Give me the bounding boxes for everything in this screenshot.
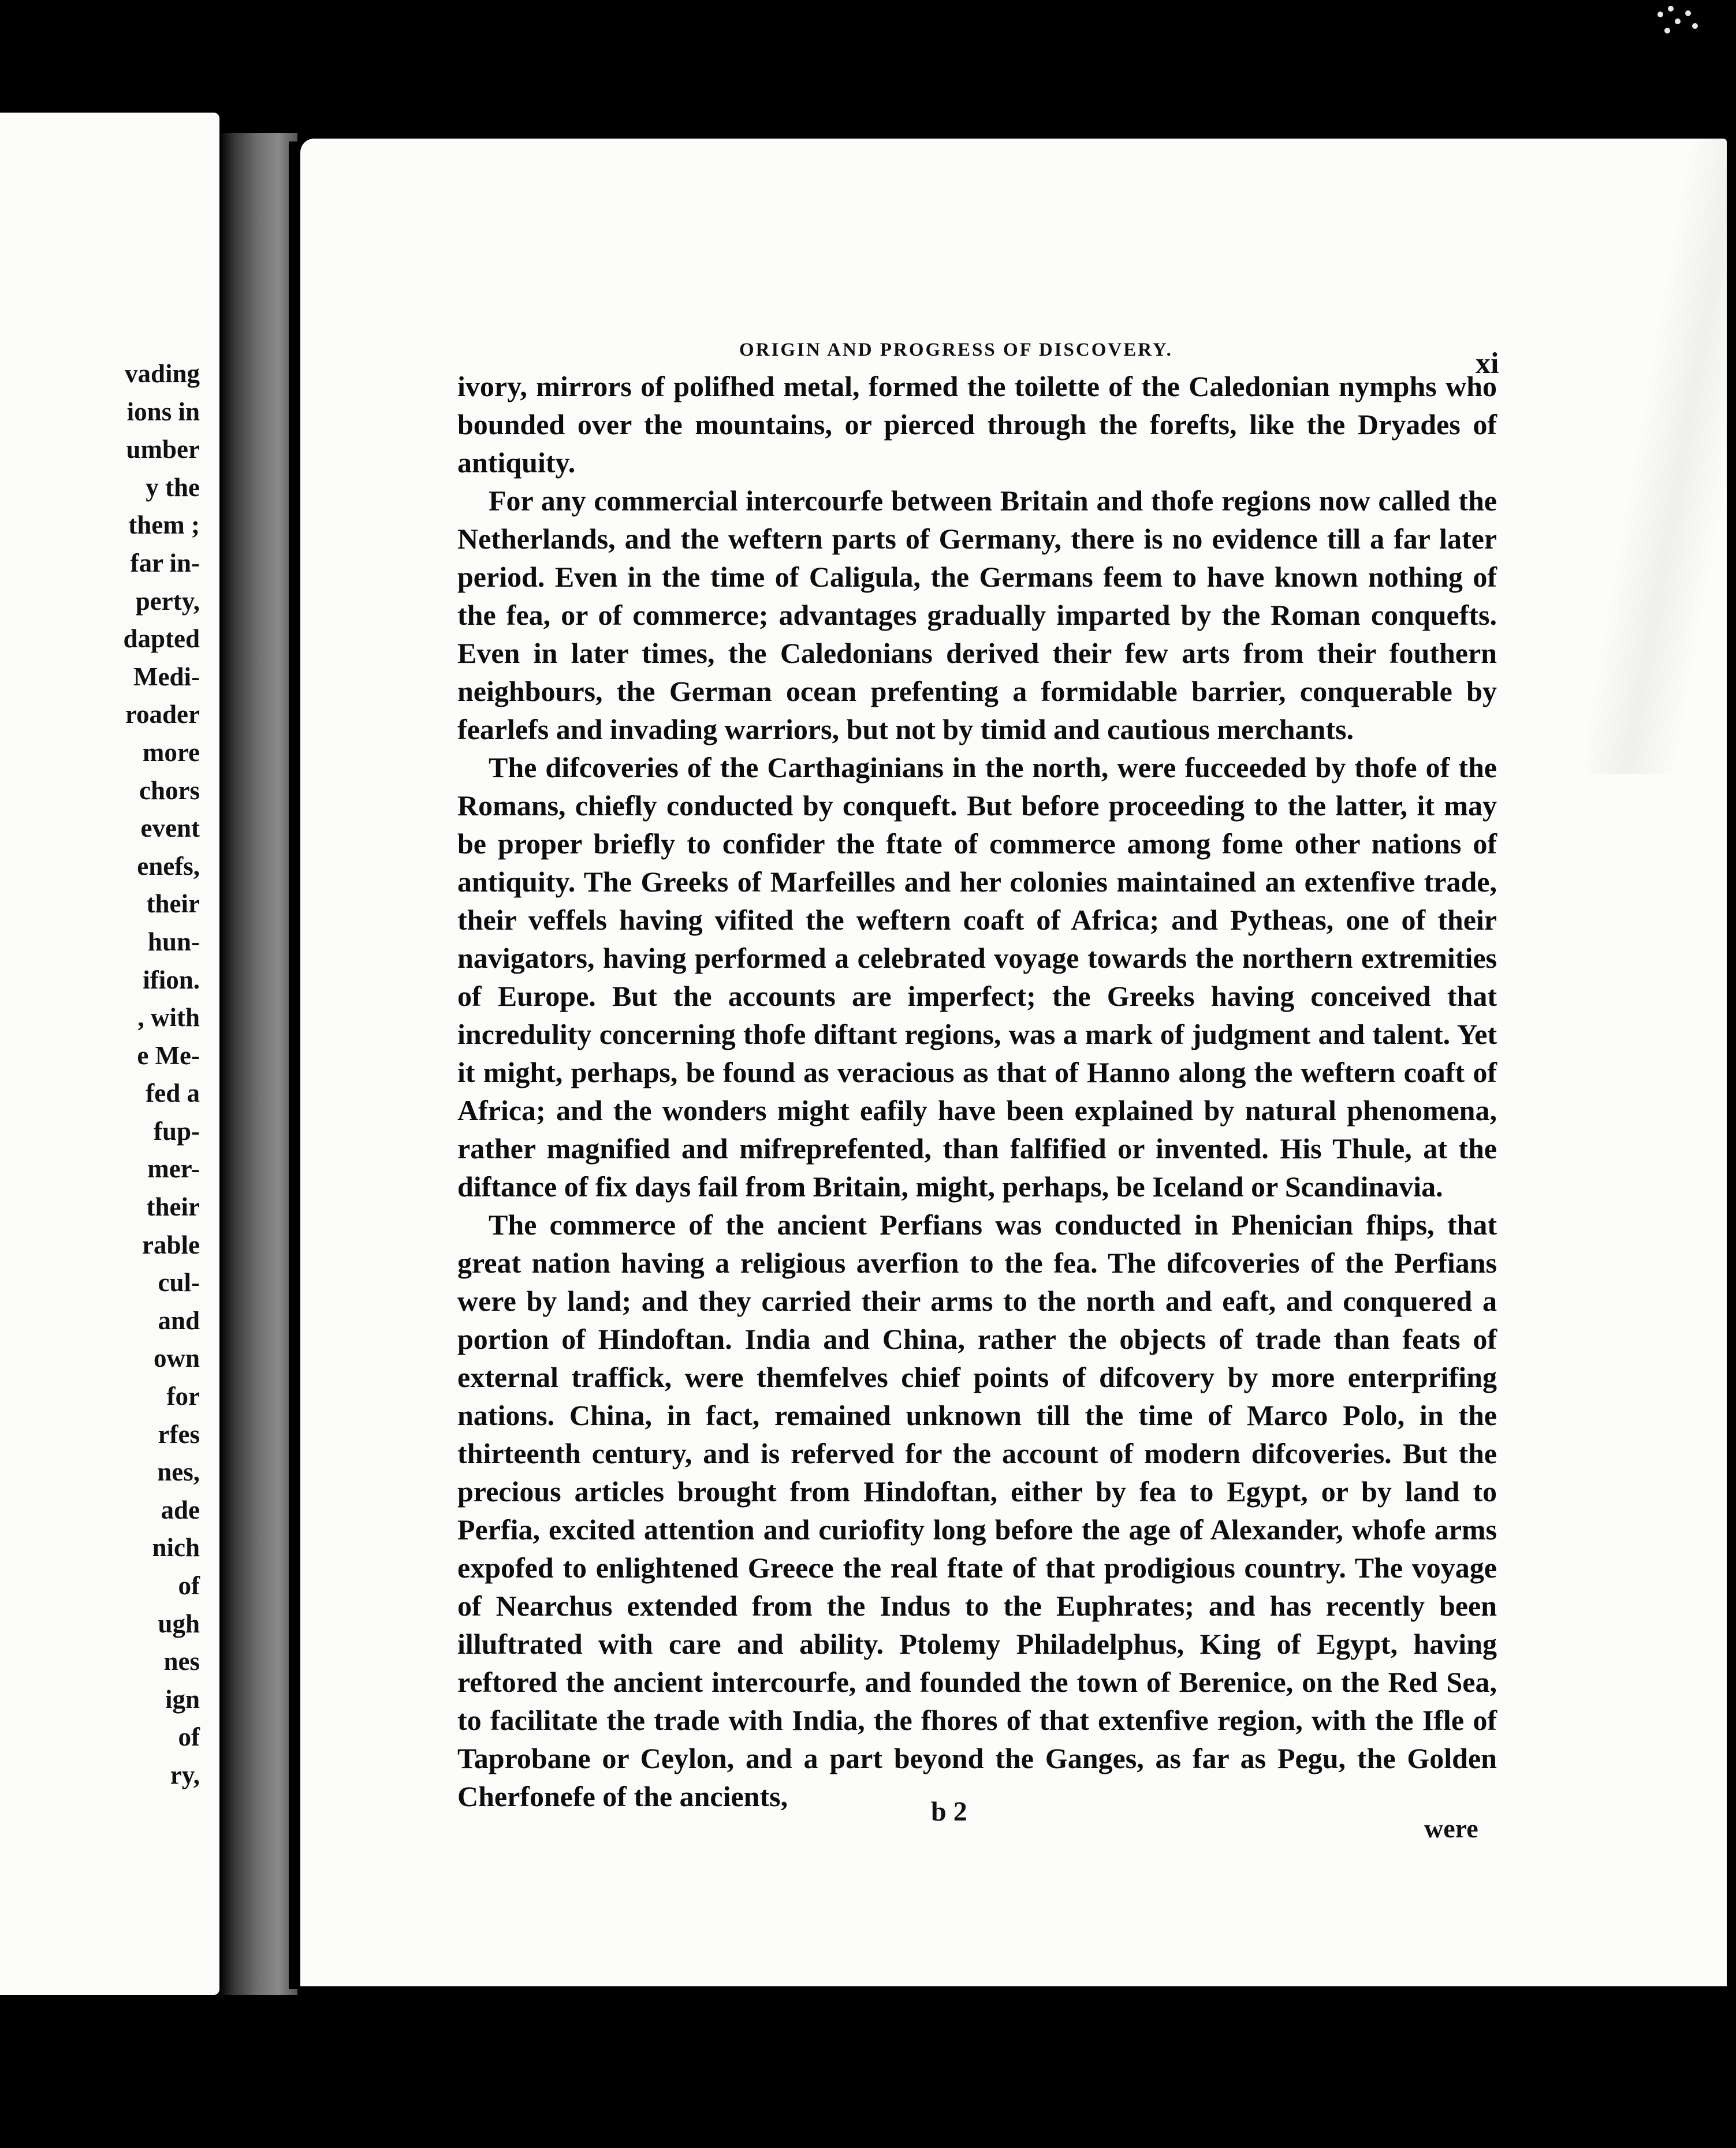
left-page-fragment: mer-	[147, 1154, 200, 1184]
left-page-fragment: more	[142, 737, 200, 767]
left-page-fragment: ade	[161, 1495, 200, 1524]
left-page-fragment: them ;	[128, 510, 200, 540]
left-page-fragment: fup-	[153, 1116, 200, 1146]
left-page-fragment: and	[158, 1306, 200, 1335]
left-page-fragment: event	[140, 814, 200, 843]
left-page-fragment: cul-	[158, 1268, 200, 1297]
left-page-fragment: ugh	[158, 1609, 200, 1638]
left-page-fragment: perty,	[135, 586, 200, 616]
page-crease	[1588, 139, 1727, 774]
left-page-fragment: Medi-	[133, 662, 200, 691]
left-page-fragment: of	[178, 1722, 200, 1752]
paragraph: The difcoveries of the Carthaginians in the north, were fucceeded by thofe of the Romans, chiefly conducted by conqueft. But before proceeding to the latter, it may be proper briefly to confider the ftate of commerce among fome other nations of antiquity. The Greeks of Marfeilles and her colonies maintained an extenfive trade, their veffels having vifited the weftern coaft of Africa; and Pytheas, one of their navigators, having performed a celebrated voyage towards the northern extremities of Europe. But the accounts are imperfect; the Greeks having conceived that incredulity concerning thofe diftant regions, was a mark of judgment and talent. Yet it might, perhaps, be found as veracious as that of Hanno along the weftern coaft of Africa; and the wonders might eafily have been explained by natural phenomena, rather magnified and mifreprefented, than falfified or invented. His Thule, at the diftance of fix days fail from Britain, might, perhaps, be Iceland or Scandinavia.	[457, 751, 1497, 1203]
left-page-fragment: umber	[126, 435, 200, 464]
left-page-fragment: ry,	[170, 1760, 200, 1789]
left-page	[0, 113, 219, 1995]
left-page-fragment: e Me-	[137, 1041, 200, 1070]
left-page-fragment: hun-	[147, 927, 200, 956]
left-page-fragment: of	[178, 1571, 200, 1600]
left-page-fragment: fed a	[146, 1079, 200, 1108]
left-page-fragment: their	[146, 889, 200, 919]
gutter-shadow	[289, 141, 301, 1989]
left-page-fragment: vading	[124, 359, 200, 388]
left-page-fragment: chors	[139, 775, 200, 805]
left-page-fragment: ifion.	[143, 965, 200, 994]
left-page-fragment: nich	[152, 1533, 200, 1562]
left-page-fragment: for	[166, 1382, 200, 1411]
signature-mark: b 2	[931, 1796, 967, 1827]
left-page-fragment: ions in	[126, 397, 200, 426]
running-head: ORIGIN AND PROGRESS OF DISCOVERY.	[739, 340, 1173, 360]
paragraph: ivory, mirrors of polifhed metal, formed the toilette of the Caledonian nymphs who bounded over the mountains, or pierced through the forefts, like the Dryades of antiquity.	[457, 370, 1497, 479]
left-page-fragment: rable	[142, 1230, 200, 1259]
left-page-text-fragments	[123, 355, 200, 1795]
left-page-fragment: dapted	[123, 624, 200, 654]
left-page-fragment: ign	[165, 1684, 200, 1714]
left-page-fragment: own	[153, 1344, 200, 1373]
left-page-fragment: nes	[163, 1647, 200, 1676]
page-number: xi	[1476, 347, 1499, 380]
left-page-fragment: enefs,	[137, 851, 200, 881]
left-page-fragment: nes,	[157, 1457, 200, 1487]
body-text	[457, 367, 1497, 1815]
book-spine	[219, 133, 297, 1995]
paragraph: The commerce of the ancient Perfians was conducted in Phenician fhips, that great nation having a religious averfion to the fea. The difcoveries of the Perfians were by land; and they carried their arms to the north and eaft, and conquered a portion of Hindoftan. India and China, rather the objects of trade than feats of external traffick, were themfelves chief points of difcovery by more enterprifing nations. China, in fact, remained unknown till the time of Marco Polo, in the thirteenth century, and is referved for the account of modern difcoveries. But the precious articles brought from Hindoftan, either by fea to Egypt, or by land to Perfia, excited attention and curiofity long before the age of Alexander, whofe arms expofed to enlightened Greece the real ftate of that prodigious country. The voyage of Nearchus extended from the Indus to the Euphrates; and has recently been illuftrated with care and ability. Ptolemy Philadelphus, King of Egypt, having reftored the ancient intercourfe, and founded the town of Berenice, on the Red Sea, to facilitate the trade with India, the fhores of that extenfive region, with the Ifle of Taprobane or Ceylon, and a part beyond the Ganges, as far as Pegu, the Golden Cherfonefe of the ancients,	[457, 1209, 1497, 1813]
paragraph: For any commercial intercourfe between Britain and thofe regions now called the Netherlands, and the weftern parts of Germany, there is no evidence till a far later period. Even in the time of Caligula, the Germans feem to have known nothing of the fea, or of commerce; advantages gradually imparted by the Roman conquefts. Even in later times, the Caledonians derived their few arts from their fouthern neighbours, the German ocean prefenting a formidable barrier, conquerable by fearlefs and invading warriors, but not by timid and cautious merchants.	[457, 484, 1497, 745]
scan-specks	[1657, 6, 1704, 46]
catchword: were	[1424, 1814, 1478, 1843]
left-page-fragment: far in-	[130, 548, 200, 577]
left-page-fragment: y the	[146, 472, 200, 502]
left-page-fragment: , with	[137, 1003, 200, 1032]
left-page-fragment: their	[146, 1192, 200, 1222]
left-page-fragment: rfes	[158, 1419, 200, 1449]
left-page-fragment: roader	[125, 700, 200, 729]
